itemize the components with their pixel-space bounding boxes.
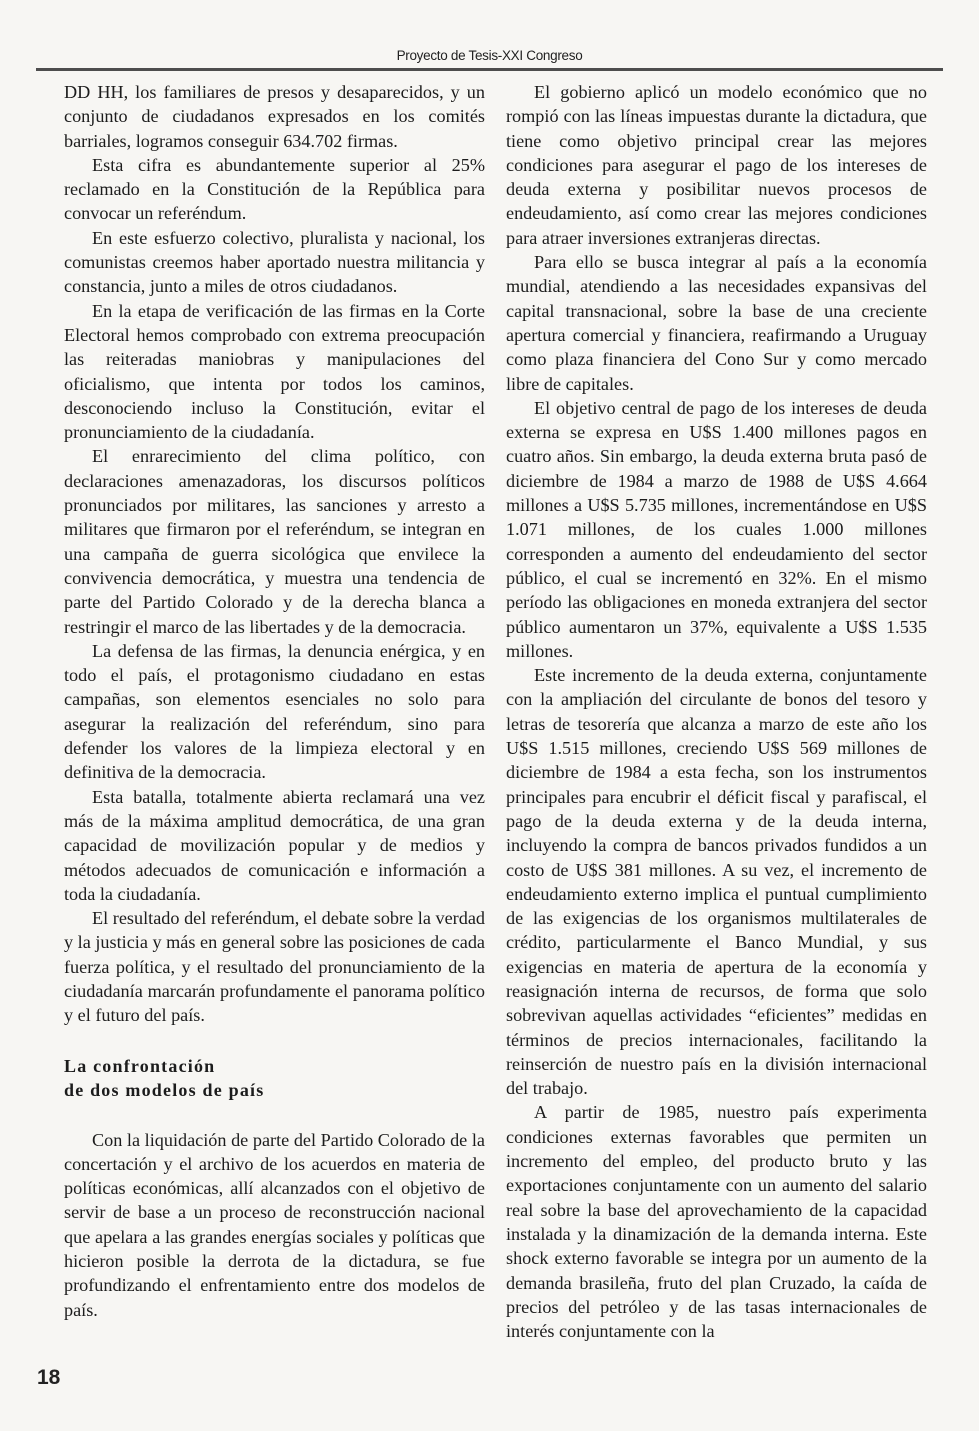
paragraph: Esta batalla, totalmente abierta reclamará una vez más de la máxima amplitud democrática, de una gran capacidad de movilización popular y de medios y métodos adecuados de comunicación e información a toda la ciudadanía.: [64, 786, 485, 904]
paragraph: DD HH, los familiares de presos y desaparecidos, y un conjunto de ciudadanos expresados en los comités barriales, logramos conseguir 634.702 firmas.: [64, 82, 485, 151]
paragraph: El resultado del referéndum, el debate sobre la verdad y la justicia y más en general sobre las posiciones de cada fuerza política, y el resultado del pronunciamiento de la ciudadanía marcarán profundamente el panorama político y el futuro del país.: [64, 908, 485, 1026]
header-rule: [36, 68, 943, 71]
paragraph: Este incremento de la deuda externa, conjuntamente con la ampliación del circulante de bonos del tesoro y letras de tesorería que alcanza a marzo de este año los U$S 1.515 millones, creciendo U$S 569 millones de diciembre de 1984 a esta fecha, son los instrumentos principales para encubrir el déficit fiscal y parafiscal, el pago de la deuda externa y de la deuda interna, incluyendo la compra de bancos privados fundidos a un costo de U$S 381 millones. A su vez, el incremento de endeudamiento externo implica el puntual cumplimiento de las exigencias de los organismos multilaterales de crédito, particularmente el Banco Mundial, y sus exigencias en materia de apertura de la economía y reasignación interna de recursos, de forma que solo sobrevivan aquellas actividades “eficientes” medidas en términos de precios internacionales, facilitando la reinserción de nuestro país en la división internacional del trabajo.: [506, 665, 927, 1099]
paragraph: El enrarecimiento del clima político, con declaraciones amenazadoras, los discursos políticos pronunciados por militares, las sanciones y arresto a militares que firmaron por el referéndum, se integran en una campaña de guerra sicológica que envilece la convivencia democrática, y muestra una tendencia de parte del Partido Colorado y de la derecha blanca a restringir el marco de las libertades y de la democracia.: [64, 446, 485, 637]
paragraph: A partir de 1985, nuestro país experimenta condiciones externas favorables que permiten un incremento del empleo, del producto bruto y las exportaciones conjuntamente con un aumento del salario real sobre la base del aprovechamiento de la capacidad instalada y la dinamización de la demanda interna. Este shock externo favorable se integra por un aumento de la demanda brasileña, fruto del plan Cruzado, la caída de precios del petróleo y de las tasas internacionales de interés conjuntamente con la: [506, 1102, 927, 1342]
paragraph: Esta cifra es abundantemente superior al 25% reclamado en la Constitución de la República para convocar un referéndum.: [64, 154, 485, 224]
paragraph: En la etapa de verificación de las firmas en la Corte Electoral hemos comprobado con extrema preocupación las reiteradas maniobras y manipulaciones del oficialismo, que intenta por todos los caminos, desconociendo incluso la Constitución, evitar el pronunciamiento de la ciudadanía.: [64, 300, 485, 443]
header-title: Proyecto de Tesis-XXI Congreso: [396, 48, 583, 63]
section-heading-line: de dos modelos de país: [64, 1079, 265, 1100]
right-column: [506, 80, 927, 1343]
paragraph: Para ello se busca integrar al país a la economía mundial, atendiendo a las necesidades expansivas del capital transnacional, sobre la base de una creciente apertura comercial y financiera, reafirmando a Uruguay como plaza financiera del Cono Sur y como mercado libre de capitales.: [506, 252, 927, 394]
page-number: 18: [37, 1366, 61, 1389]
paragraph: En este esfuerzo colectivo, pluralista y nacional, los comunistas creemos haber aportado nuestra militancia y constancia, junto a miles de otros ciudadanos.: [64, 227, 485, 297]
paragraph: El gobierno aplicó un modelo económico que no rompió con las líneas impuestas durante la dictadura, que tiene como objetivo principal crear las mejores condiciones para asegurar el pago de los intereses de deuda externa y posibilitar nuevos procesos de endeudamiento, así como crear las mejores condiciones para atraer inversiones extranjeras directas.: [506, 82, 927, 248]
paragraph: El objetivo central de pago de los intereses de deuda externa se expresa en U$S 1.400 millones pagos en cuatro años. Sin embargo, la deuda externa bruta pasó de diciembre de 1984 a marzo de 1988 de U$S 4.664 millones a U$S 5.735 millones, incrementándose en U$S 1.071 millones, de los cuales 1.000 millones corresponden a aumento del endeudamiento del sector público, el cual se incrementó en 32%. En el mismo período las obligaciones en moneda extranjera del sector público aumentaron un 37%, equivalente a U$S 1.535 millones.: [506, 397, 927, 661]
paragraph: La defensa de las firmas, la denuncia enérgica, y en todo el país, el protagonismo ciudadano en estas campañas, son elementos esenciales no solo para asegurar la realización del referéndum, sino para defender los valores de la limpieza electoral y en definitiva de la democracia.: [64, 640, 485, 783]
section-heading-line: La confrontación: [64, 1055, 216, 1076]
section-heading: [64, 1054, 485, 1102]
left-column: [64, 80, 485, 1322]
paragraph: Con la liquidación de parte del Partido Colorado de la concertación y el archivo de los acuerdos en materia de políticas económicas, allí alcanzados con el objetivo de servir de base a un proceso de reconstrucción nacional que apelara a las grandes energías sociales y políticas que hicieron posible la derrota de la dictadura, se fue profundizando el enfrentamiento entre dos modelos de país.: [64, 1129, 485, 1320]
